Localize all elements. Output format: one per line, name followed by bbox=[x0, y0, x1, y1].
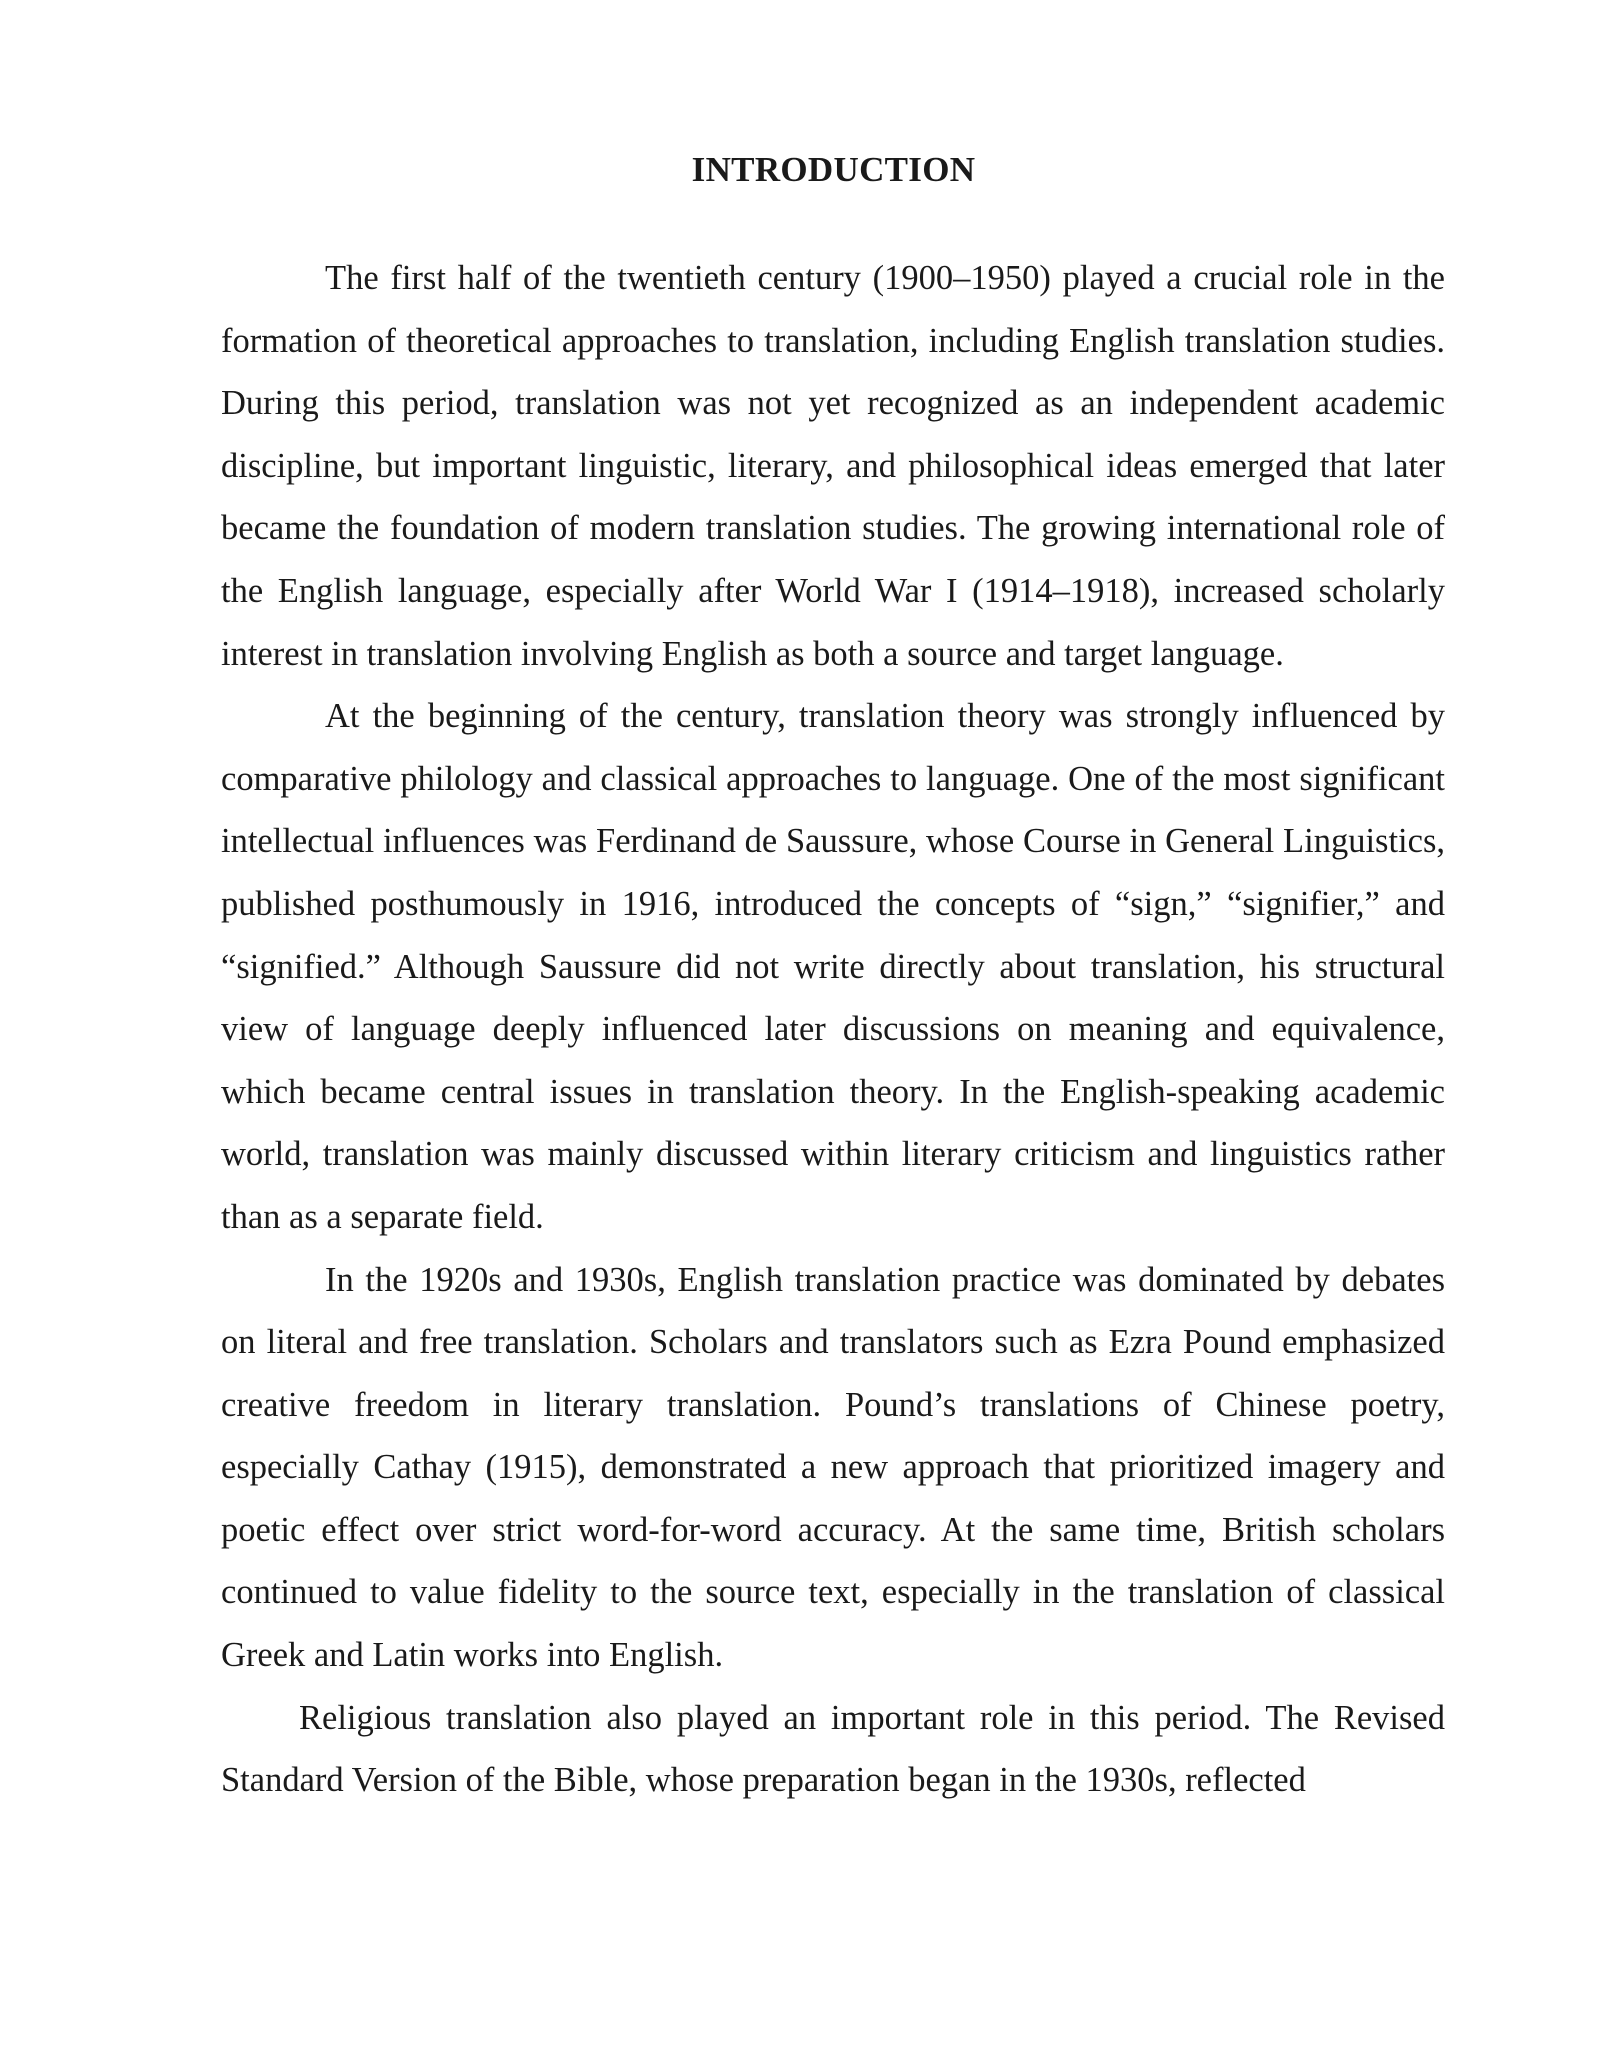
paragraph-3: In the 1920s and 1930s, English translation practice was dominated by debates on literal and free translation. Scholars and translators such as Ezra Pound emphasized creative freedom in literary translation. Pound’s translations of Chinese poetry, especially Cathay (1915), demonstrated a new approach that prioritized imagery and poetic effect over strict word-for-word accuracy. At the same time, British scholars continued to value fidelity to the source text, especially in the translation of classical Greek and Latin works into English. bbox=[221, 1260, 1445, 1675]
document-body bbox=[221, 247, 1445, 1812]
paragraph-4: Religious translation also played an important role in this period. The Revised Standard Version of the Bible, whose preparation began in the 1930s, reflected bbox=[221, 1698, 1445, 1800]
paragraph-2: At the beginning of the century, translation theory was strongly influenced by comparative philology and classical approaches to language. One of the most significant intellectual influences was Ferdinand de Saussure, whose Course in General Linguistics, published posthumously in 1916, introduced the concepts of “sign,” “signifier,” and “signified.” Although Saussure did not write directly about translation, his structural view of language deeply influenced later discussions on meaning and equivalence, which became central issues in translation theory. In the English-speaking academic world, translation was mainly discussed within literary criticism and linguistics rather than as a separate field. bbox=[221, 697, 1445, 1236]
paragraph-1: The first half of the twentieth century (1900–1950) played a crucial role in the formation of theoretical approaches to translation, including English translation studies. During this period, translation was not yet recognized as an independent academic discipline, but important linguistic, literary, and philosophical ideas emerged that later became the foundation of modern translation studies. The growing international role of the English language, especially after World War I (1914–1918), increased scholarly interest in translation involving English as both a source and target language. bbox=[221, 259, 1445, 673]
page-title: INTRODUCTION bbox=[691, 150, 976, 189]
